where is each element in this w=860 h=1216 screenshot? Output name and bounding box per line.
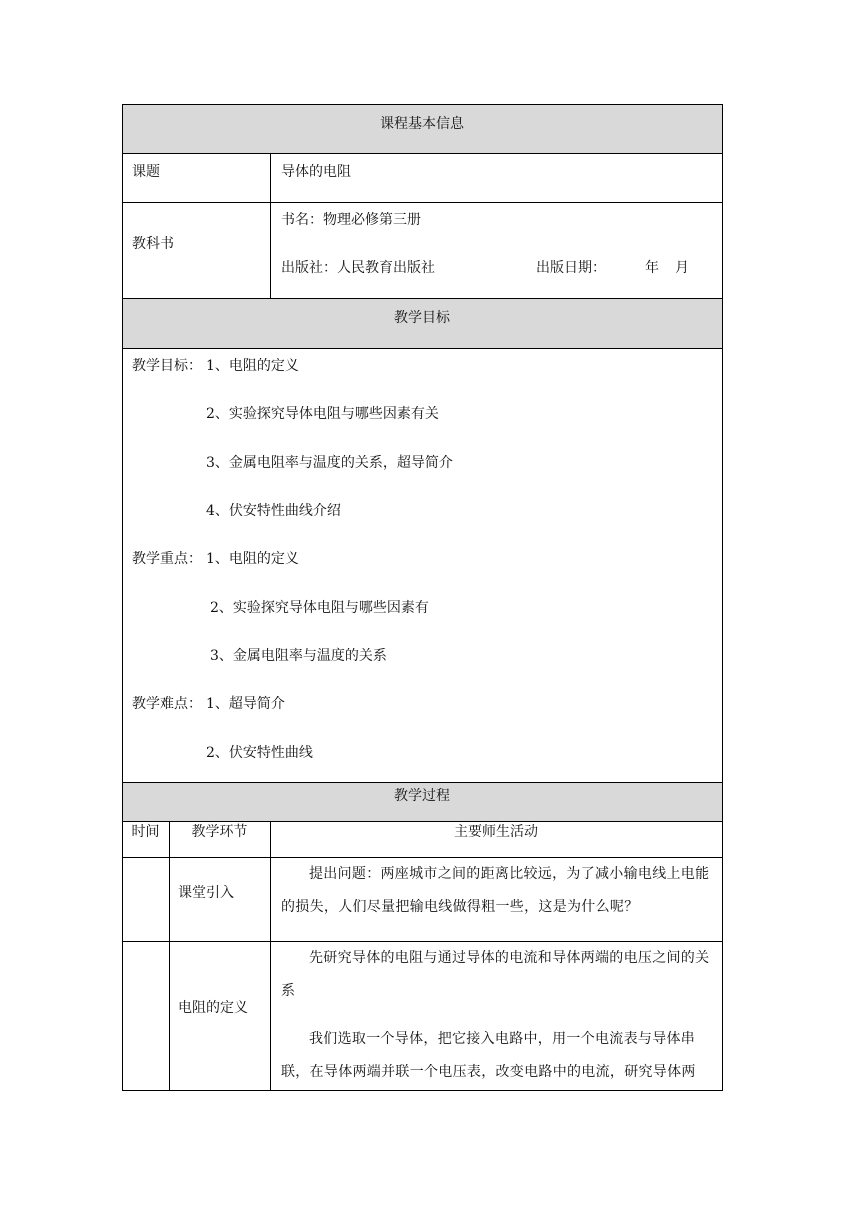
table-rule (122, 298, 723, 299)
column-header-activities: 主要师生活动 (454, 824, 538, 840)
objective-item: 3、金属电阻率与温度的关系，超导简介 (206, 455, 453, 471)
topic-label: 课题 (132, 164, 160, 180)
textbook-date-label: 出版日期： (536, 260, 606, 276)
column-header-stage: 教学环节 (191, 824, 248, 840)
key-point-item: 2、实验探究导体电阻与哪些因素有 (210, 600, 429, 616)
process-stage-cell: 课堂引入 (178, 885, 234, 901)
table-rule (122, 348, 723, 349)
process-activity-paragraph: 提出问题：两座城市之间的距离比较远，为了减小输电线上电能的损失，人们尽量把输电线做得粗一些，这是为什么呢？ (281, 866, 710, 915)
table-rule (122, 782, 723, 783)
difficulty-item: 1、超导简介 (206, 696, 285, 712)
process-divider-stage (270, 821, 271, 1091)
process-divider-time (169, 821, 170, 1091)
section-title-process: 教学过程 (394, 788, 450, 804)
table-rule (122, 1090, 723, 1091)
table-border-left (122, 104, 123, 1091)
process-activity-paragraph: 我们选取一个导体，把它接入电路中，用一个电流表与导体串联，在导体两端并联一个电压表，改变电路中的电流，研究导体两 (281, 1031, 696, 1080)
objectives-label: 教学目标： (132, 358, 202, 374)
textbook-year: 年 (645, 260, 659, 276)
info-divider (270, 153, 271, 299)
key-point-item: 1、电阻的定义 (206, 551, 299, 567)
table-rule (122, 202, 723, 203)
table-rule (122, 104, 723, 105)
table-border-right (722, 104, 723, 1091)
column-header-time: 时间 (131, 824, 160, 840)
key-point-item: 3、金属电阻率与温度的关系 (210, 648, 387, 664)
difficulty-item: 2、伏安特性曲线 (206, 745, 313, 761)
section-title-goals: 教学目标 (394, 310, 450, 326)
textbook-label: 教科书 (132, 236, 174, 252)
process-stage-cell: 电阻的定义 (178, 1000, 248, 1016)
topic-value: 导体的电阻 (281, 164, 351, 180)
textbook-publisher: 出版社：人民教育出版社 (281, 260, 435, 276)
textbook-month: 月 (675, 260, 689, 276)
key-points-label: 教学重点： (132, 551, 202, 567)
section-title-basic-info: 课程基本信息 (380, 116, 464, 132)
textbook-book-name: 书名：物理必修第三册 (281, 212, 421, 228)
objective-item: 1、电阻的定义 (206, 358, 299, 374)
objective-item: 2、实验探究导体电阻与哪些因素有关 (206, 406, 439, 422)
difficulties-label: 教学难点： (132, 696, 202, 712)
table-rule (122, 153, 723, 154)
objective-item: 4、伏安特性曲线介绍 (206, 503, 341, 519)
process-activity-paragraph: 先研究导体的电阻与通过导体的电流和导体两端的电压之间的关系 (281, 950, 710, 999)
